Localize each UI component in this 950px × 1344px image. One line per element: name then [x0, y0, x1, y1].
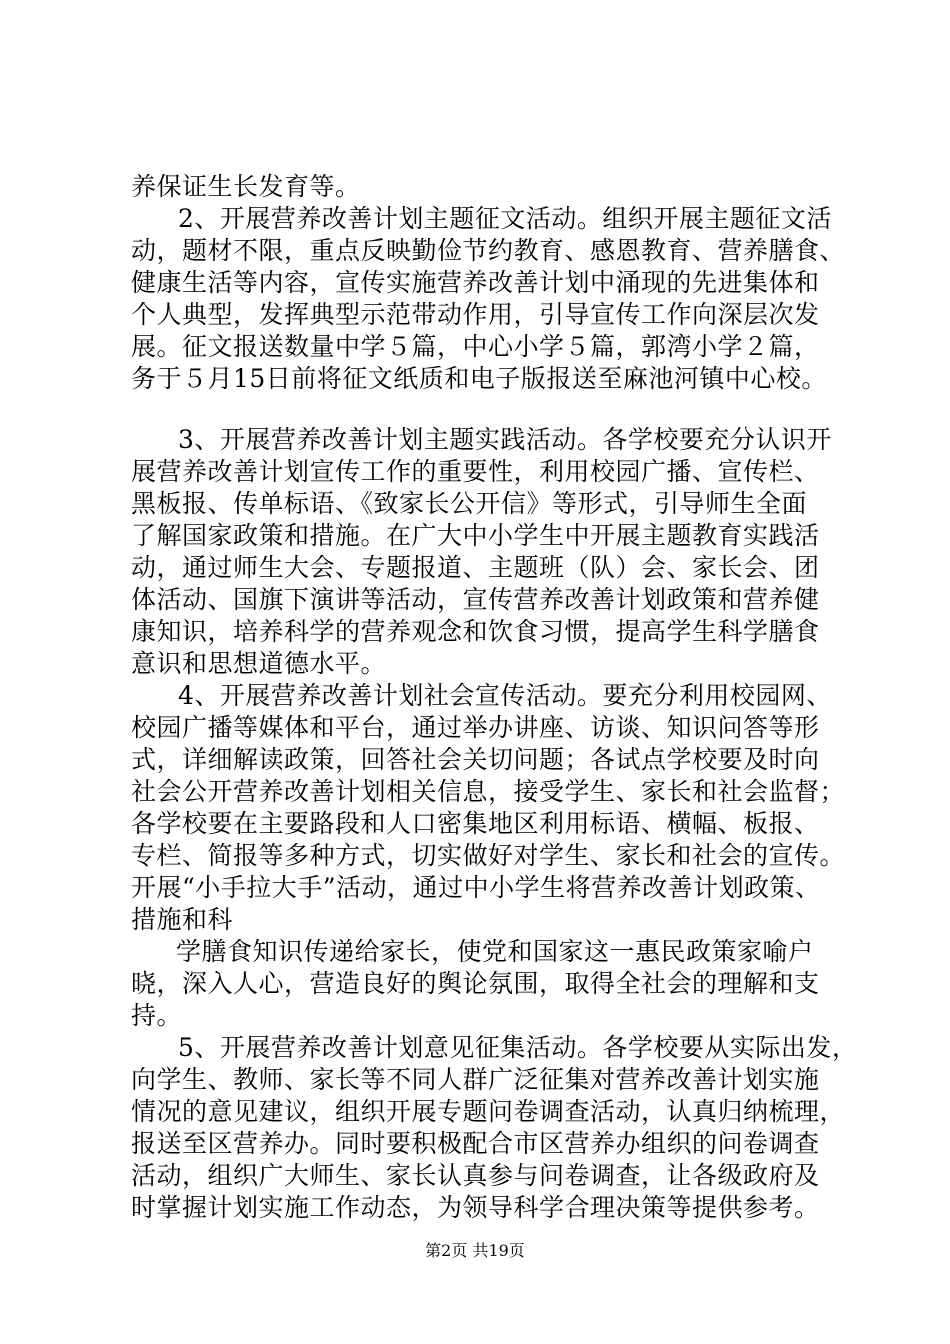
text-line: 养保证生长发育等。 — [131, 172, 361, 201]
text-line: 晓，深入人心，营造良好的舆论氛围，取得全社会的理解和支 — [131, 969, 820, 998]
text-line: 4、开展营养改善计划社会宣传活动。要充分利用校园网、 — [178, 681, 832, 710]
text-line: 向学生、教师、家长等不同人群广泛征集对营养改善计划实施 — [131, 1065, 820, 1094]
text-line: 式，详细解读政策，回答社会关切问题；各试点学校要及时向 — [131, 745, 820, 774]
text-line: 专栏、简报等多种方式，切实做好对学生、家长和社会的宣传。 — [131, 841, 846, 870]
text-line: 社会公开营养改善计划相关信息，接受学生、家长和社会监督； — [131, 777, 846, 806]
text-line: 措施和科 — [131, 905, 234, 934]
text-line: 康知识，培养科学的营养观念和饮食习惯，提高学生科学膳食 — [131, 617, 820, 646]
text-line: 动，题材不限，重点反映勤俭节约教育、感恩教育、营养膳食、 — [131, 236, 846, 265]
text-line: 各学校要在主要路段和人口密集地区利用标语、横幅、板报、 — [131, 809, 820, 838]
text-line: 意识和思想道德水平。 — [131, 649, 387, 678]
text-line: 务于５月15日前将征文纸质和电子版报送至麻池河镇中心校。 — [131, 364, 827, 393]
text-line: 体活动、国旗下演讲等活动，宣传营养改善计划政策和营养健 — [131, 585, 820, 614]
text-line: 动，通过师生大会、专题报道、主题班（队）会、家长会、团 — [131, 553, 820, 582]
text-line: 个人典型，发挥典型示范带动作用，引导宣传工作向深层次发 — [131, 300, 820, 329]
text-line: 持。 — [131, 1001, 183, 1030]
text-line: 时掌握计划实施工作动态，为领导科学合理决策等提供参考。 — [131, 1193, 820, 1222]
text-line: 了解国家政策和措施。在广大中小学生中开展主题教育实践活 — [131, 521, 820, 550]
text-line: 黑板报、传单标语、《致家长公开信》等形式，引导师生全面 — [131, 489, 808, 518]
text-line: 校园广播等媒体和平台，通过举办讲座、访谈、知识问答等形 — [131, 713, 820, 742]
text-line: 学膳食知识传递给家长，使党和国家这一惠民政策家喻户 — [176, 937, 814, 966]
text-line: 报送至区营养办。同时要积极配合市区营养办组织的问卷调查 — [131, 1129, 820, 1158]
text-line: 活动，组织广大师生、家长认真参与问卷调查，让各级政府及 — [131, 1161, 820, 1190]
page-footer: 第2页 共19页 — [425, 1241, 525, 1260]
text-line: 开展“小手拉大手”活动，通过中小学生将营养改善计划政策、 — [131, 873, 821, 902]
text-line: 展。征文报送数量中学５篇，中心小学５篇，郭湾小学２篇， — [131, 332, 820, 361]
text-line: 展营养改善计划宣传工作的重要性，利用校园广播、宣传栏、 — [131, 457, 820, 486]
text-line: 情况的意见建议，组织开展专题问卷调查活动，认真归纳梳理， — [131, 1097, 846, 1126]
text-line: 2、开展营养改善计划主题征文活动。组织开展主题征文活 — [178, 204, 832, 233]
text-line: 3、开展营养改善计划主题实践活动。各学校要充分认识开 — [178, 425, 832, 454]
text-line: 健康生活等内容，宣传实施营养改善计划中涌现的先进集体和 — [131, 268, 820, 297]
text-line: 5、开展营养改善计划意见征集活动。各学校要从实际出发， — [178, 1033, 858, 1062]
